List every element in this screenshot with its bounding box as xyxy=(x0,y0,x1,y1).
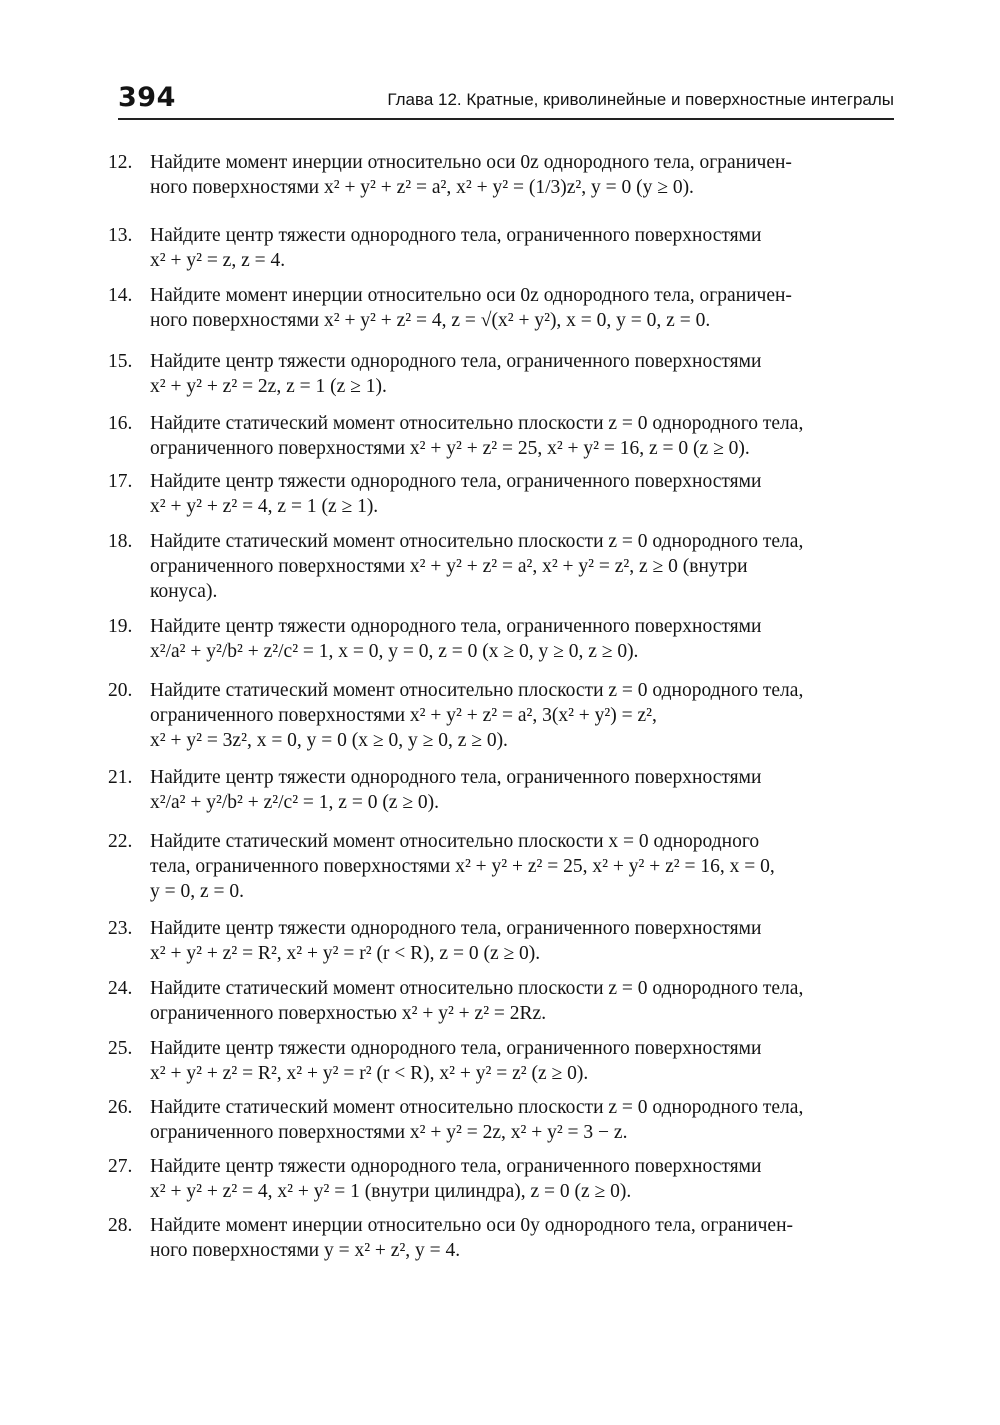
problem-text xyxy=(150,1213,894,1263)
problem-number: 23. xyxy=(108,918,133,939)
problem-line: ного поверхностями x² + y² + z² = a², x² + y² = (1/3)z², y = 0 (y ≥ 0). xyxy=(150,177,694,198)
problem-number: 18. xyxy=(108,531,133,552)
problem-text xyxy=(150,614,894,664)
problem-item xyxy=(108,223,894,273)
problem-item xyxy=(108,469,894,519)
problem-line: Найдите центр тяжести однородного тела, ограниченного поверхностями xyxy=(150,918,762,939)
problem-line: ного поверхностями y = x² + z², y = 4. xyxy=(150,1240,461,1261)
problem-line: ограниченного поверхностями x² + y² = 2z, x² + y² = 3 − z. xyxy=(150,1122,628,1143)
problem-number: 22. xyxy=(108,831,133,852)
problem-number: 20. xyxy=(108,680,133,701)
problem-number: 17. xyxy=(108,471,133,492)
problem-line: Найдите статический момент относительно плоскости z = 0 однородного тела, xyxy=(150,413,804,434)
problem-line: ограниченного поверхностями x² + y² + z² = a², 3(x² + y²) = z², xyxy=(150,705,657,726)
problem-number: 15. xyxy=(108,351,133,372)
problem-text xyxy=(150,529,894,604)
problem-number: 26. xyxy=(108,1097,133,1118)
problem-line: x²/a² + y²/b² + z²/c² = 1, z = 0 (z ≥ 0). xyxy=(150,792,440,813)
problem-text xyxy=(150,1154,894,1204)
problem-line: Найдите центр тяжести однородного тела, ограниченного поверхностями xyxy=(150,616,762,637)
problem-item xyxy=(108,283,894,333)
problem-line: Найдите центр тяжести однородного тела, ограниченного поверхностями xyxy=(150,1038,762,1059)
problem-item xyxy=(108,829,894,904)
problem-text xyxy=(150,349,894,399)
problem-item xyxy=(108,678,894,753)
problem-line: Найдите центр тяжести однородного тела, ограниченного поверхностями xyxy=(150,351,762,372)
problem-item xyxy=(108,916,894,966)
problem-text xyxy=(150,829,894,904)
page-number: 394 xyxy=(118,82,176,113)
problem-number: 12. xyxy=(108,152,133,173)
problem-item xyxy=(108,1154,894,1204)
problem-list xyxy=(108,150,894,1263)
problem-text xyxy=(150,411,894,461)
problem-line: Найдите центр тяжести однородного тела, ограниченного поверхностями xyxy=(150,471,762,492)
problem-number: 24. xyxy=(108,978,133,999)
problem-line: Найдите статический момент относительно плоскости z = 0 однородного тела, xyxy=(150,680,804,701)
problem-number: 28. xyxy=(108,1215,133,1236)
problem-number: 27. xyxy=(108,1156,133,1177)
problem-line: x² + y² = 3z², x = 0, y = 0 (x ≥ 0, y ≥ 0, z ≥ 0). xyxy=(150,730,508,751)
problem-item xyxy=(108,765,894,815)
problem-line: Найдите статический момент относительно плоскости z = 0 однородного тела, xyxy=(150,531,804,552)
problem-line: Найдите центр тяжести однородного тела, ограниченного поверхностями xyxy=(150,1156,762,1177)
problem-number: 19. xyxy=(108,616,133,637)
problem-line: Найдите центр тяжести однородного тела, ограниченного поверхностями xyxy=(150,225,762,246)
problem-number: 13. xyxy=(108,225,133,246)
problem-number: 14. xyxy=(108,285,133,306)
problem-item xyxy=(108,1213,894,1263)
problem-line: ного поверхностями x² + y² + z² = 4, z = √(x² + y²), x = 0, y = 0, z = 0. xyxy=(150,310,711,331)
chapter-title: Глава 12. Кратные, криволинейные и поверхностные интегралы xyxy=(387,90,894,109)
problem-text xyxy=(150,469,894,519)
problem-text xyxy=(150,976,894,1026)
problem-line: x² + y² + z² = 4, z = 1 (z ≥ 1). xyxy=(150,496,379,517)
problem-item xyxy=(108,1095,894,1145)
problem-line: конуса). xyxy=(150,581,218,602)
problem-line: Найдите статический момент относительно плоскости x = 0 однородного xyxy=(150,831,760,852)
problem-line: x²/a² + y²/b² + z²/c² = 1, x = 0, y = 0, z = 0 (x ≥ 0, y ≥ 0, z ≥ 0). xyxy=(150,641,639,662)
problem-line: x² + y² + z² = 2z, z = 1 (z ≥ 1). xyxy=(150,376,387,397)
problem-line: Найдите центр тяжести однородного тела, ограниченного поверхностями xyxy=(150,767,762,788)
problem-line: x² + y² + z² = 4, x² + y² = 1 (внутри цилиндра), z = 0 (z ≥ 0). xyxy=(150,1181,632,1202)
problem-line: Найдите момент инерции относительно оси 0z однородного тела, ограничен- xyxy=(150,152,792,173)
problem-line: ограниченного поверхностью x² + y² + z² = 2Rz. xyxy=(150,1003,547,1024)
problem-item xyxy=(108,349,894,399)
problem-line: x² + y² + z² = R², x² + y² = r² (r < R), z = 0 (z ≥ 0). xyxy=(150,943,541,964)
problem-line: x² + y² = z, z = 4. xyxy=(150,250,286,271)
problem-number: 16. xyxy=(108,413,133,434)
problem-item xyxy=(108,529,894,604)
problem-item xyxy=(108,976,894,1026)
problem-line: Найдите статический момент относительно плоскости z = 0 однородного тела, xyxy=(150,978,804,999)
problem-line: ограниченного поверхностями x² + y² + z² = 25, x² + y² = 16, z = 0 (z ≥ 0). xyxy=(150,438,750,459)
problem-text xyxy=(150,150,894,200)
problem-item xyxy=(108,1036,894,1086)
problem-item xyxy=(108,411,894,461)
problem-line: ограниченного поверхностями x² + y² + z² = a², x² + y² = z², z ≥ 0 (внутри xyxy=(150,556,748,577)
problem-text xyxy=(150,1095,894,1145)
problem-item xyxy=(108,150,894,200)
problem-number: 25. xyxy=(108,1038,133,1059)
problem-line: Найдите момент инерции относительно оси 0y однородного тела, ограничен- xyxy=(150,1215,794,1236)
problem-text xyxy=(150,916,894,966)
problem-line: тела, ограниченного поверхностями x² + y² + z² = 25, x² + y² + z² = 16, x = 0, xyxy=(150,856,775,877)
problem-line: y = 0, z = 0. xyxy=(150,881,245,902)
problem-line: x² + y² + z² = R², x² + y² = r² (r < R), x² + y² = z² (z ≥ 0). xyxy=(150,1063,589,1084)
page-header xyxy=(118,84,894,120)
problem-item xyxy=(108,614,894,664)
problem-number: 21. xyxy=(108,767,133,788)
problem-text xyxy=(150,765,894,815)
problem-line: Найдите момент инерции относительно оси 0z однородного тела, ограничен- xyxy=(150,285,792,306)
problem-line: Найдите статический момент относительно плоскости z = 0 однородного тела, xyxy=(150,1097,804,1118)
problem-text xyxy=(150,223,894,273)
problem-text xyxy=(150,283,894,333)
problem-text xyxy=(150,678,894,753)
problem-text xyxy=(150,1036,894,1086)
